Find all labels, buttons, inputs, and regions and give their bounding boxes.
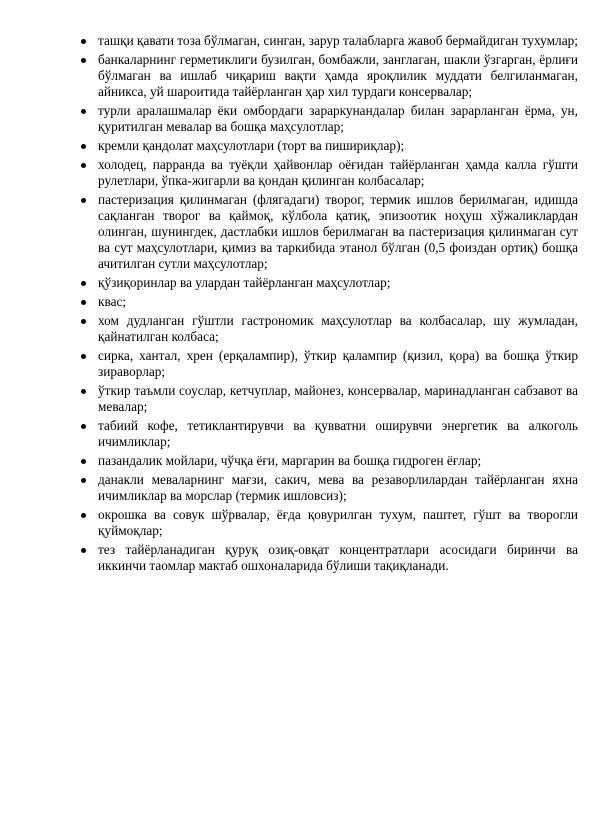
list-item-text: тез тайёрланадиган қуруқ озиқ-овқат концентратлари асосидаги биринчи ва иккинчи таомлар мактаб ошхоналарида бўлиши тақиқланади.: [98, 542, 578, 573]
bullet-icon: [81, 389, 86, 394]
list-item-text: ташқи қавати тоза бўлмаган, синган, зарур талабларга жавоб бермайдиган тухумлар;: [98, 33, 578, 48]
bullet-icon: [81, 281, 86, 286]
list-item: [0, 453, 606, 469]
bullet-icon: [81, 354, 86, 359]
list-item: [0, 348, 606, 380]
prohibited-products-list: [0, 33, 606, 577]
list-item: [0, 52, 606, 100]
list-item-text: пастеризация қилинмаган (флягадаги) творог, термик ишлов берилмаган, идишда сақланган творог ва қаймоқ, кўлбола қатиқ, эпизоотик ноҳуш хўжаликлардан олинган, шунингдек, дастлабки ишлов берилмаган ва пастеризация қилинмаган сут ва сут маҳсулотлари, қимиз ва таркибида этанол бўлган (0,5 фоиздан ортиқ) бошқа ачитилган сутли маҳсулотлар;: [98, 192, 578, 271]
list-item-text: холодец, парранда ва туёқли ҳайвонлар оёғидан тайёрланган ҳамда калла гўшти рулетлари, ўпка-жигарли ва қондан қилинган колбасалар;: [98, 157, 578, 188]
list-item: [0, 472, 606, 504]
list-item: [0, 418, 606, 450]
list-item: [0, 383, 606, 415]
list-item: [0, 542, 606, 574]
list-item: [0, 33, 606, 49]
list-item-text: ўткир таъмли соуслар, кетчуплар, майонез, консервалар, маринадланган сабзавот ва мевалар;: [98, 383, 578, 414]
list-item-text: банкаларнинг герметиклиги бузилган, бомбажли, занглаган, шакли ўзгарган, ёрлиғи бўлмаган ва ишлаб чиқариш вақти ҳамда яроқлилик муддати белгиланмаган, айникса, уй шароитида тайёрланган ҳар хил турдаги консервалар;: [98, 52, 578, 99]
list-item: [0, 192, 606, 272]
bullet-icon: [81, 548, 86, 553]
list-item-text: турли аралашмалар ёки омбордаги зараркунандалар билан зарарланган ёрма, ун, қуритилган мевалар ва бошқа маҳсулотлар;: [98, 103, 578, 134]
bullet-icon: [81, 319, 86, 324]
list-item-text: табиий кофе, тетиклантирувчи ва қувватни оширувчи энергетик ва алкоголь ичимликлар;: [98, 418, 578, 449]
list-item-text: кремли қандолат маҳсулотлари (торт ва пишириқлар);: [98, 138, 405, 153]
list-item-text: сирка, хантал, хрен (ерқалампир), ўткир қалампир (қизил, қора) ва бошқа ўткир зираворлар;: [98, 348, 578, 379]
list-item: [0, 275, 606, 291]
list-item: [0, 507, 606, 539]
bullet-icon: [81, 144, 86, 149]
list-item: [0, 157, 606, 189]
list-item-text: квас;: [98, 294, 127, 309]
bullet-icon: [81, 478, 86, 483]
bullet-icon: [81, 39, 86, 44]
bullet-icon: [81, 198, 86, 203]
list-item: [0, 294, 606, 310]
bullet-icon: [81, 58, 86, 63]
bullet-icon: [81, 109, 86, 114]
list-item-text: қўзиқоринлар ва улардан тайёрланган маҳсулотлар;: [98, 275, 391, 290]
bullet-icon: [81, 513, 86, 518]
list-item: [0, 103, 606, 135]
bullet-icon: [81, 300, 86, 305]
list-item: [0, 138, 606, 154]
list-item-text: окрошка ва совук шўрвалар, ёғда қовурилган тухум, паштет, гўшт ва творогли қуймоқлар;: [98, 507, 578, 538]
list-item-text: хом дудланган гўштли гастрономик маҳсулотлар ва колбасалар, шу жумладан, қайнатилган колбаса;: [98, 313, 578, 344]
bullet-icon: [81, 163, 86, 168]
list-item: [0, 313, 606, 345]
bullet-icon: [81, 424, 86, 429]
list-item-text: данакли меваларнинг мағзи, сакич, мева ва резаворлилардан тайёрланган яхна ичимликлар ва морслар (термик ишловсиз);: [98, 472, 578, 503]
list-item-text: пазандалик мойлари, чўчқа ёғи, маргарин ва бошқа гидроген ёғлар;: [98, 453, 482, 468]
bullet-icon: [81, 459, 86, 464]
